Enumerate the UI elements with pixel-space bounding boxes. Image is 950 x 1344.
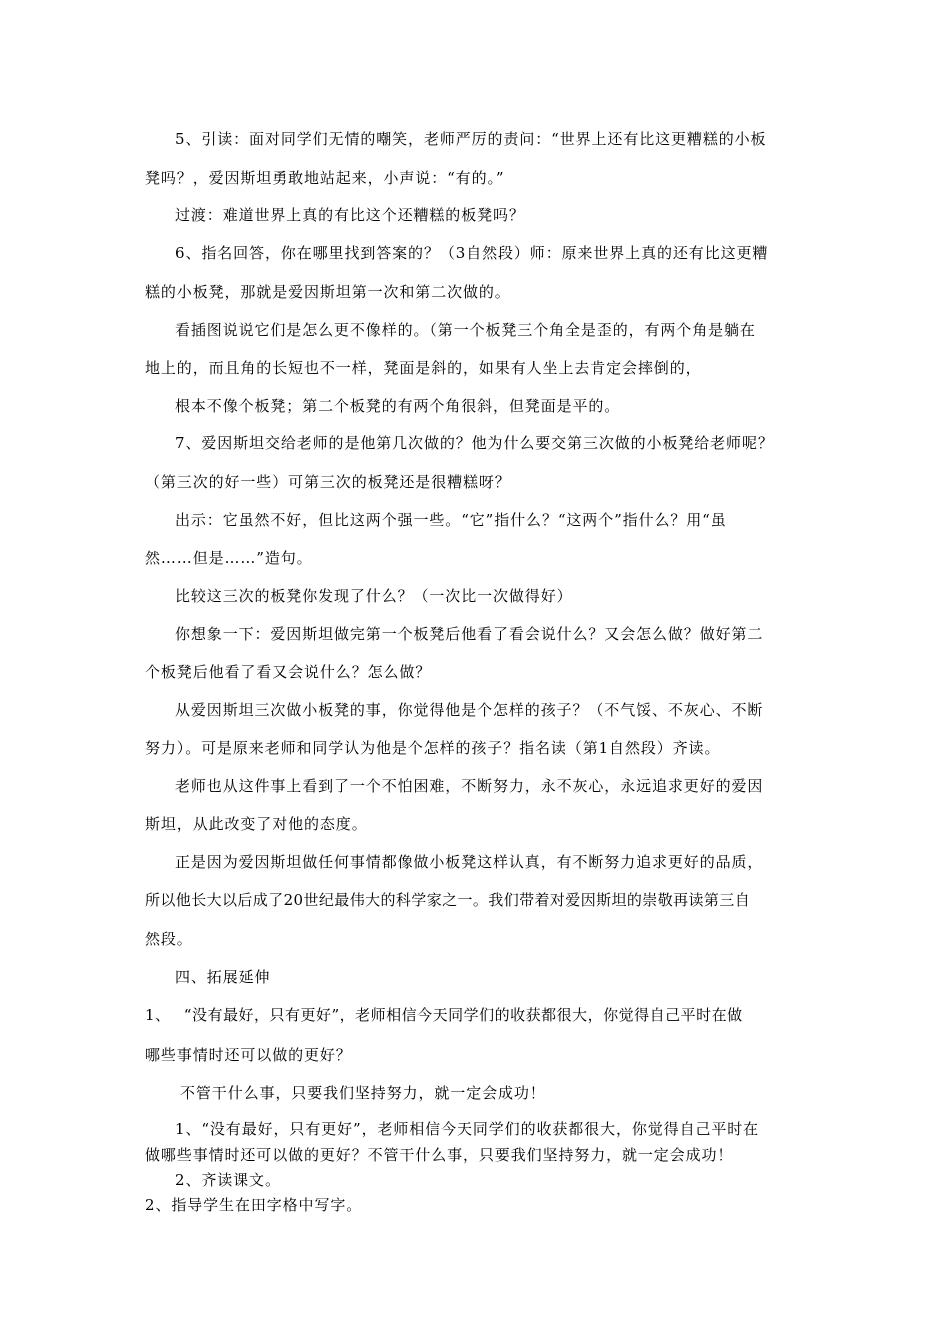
paragraph-line: 做哪些事情时还可以做的更好？不管干什么事，只要我们坚持努力，就一定会成功！ [145, 1146, 734, 1164]
paragraph-line: 1、 “没有最好，只有更好”，老师相信今天同学们的收获都很大，你觉得自己平时在做 [145, 1006, 743, 1024]
paragraph-line: 5、引读：面对同学们无情的嘲笑，老师严厉的责问：“世界上还有比这更糟糕的小板 [175, 130, 767, 148]
paragraph-line: 2、齐读课文。 [175, 1171, 281, 1189]
paragraph-line: 不管干什么事，只要我们坚持努力，就一定会成功！ [180, 1084, 546, 1102]
paragraph-line: 个板凳后他看了看又会说什么？怎么做？ [145, 663, 432, 681]
paragraph-line: 然段。 [145, 930, 193, 948]
paragraph-line: 你想象一下：爱因斯坦做完第一个板凳后他看了看会说什么？又会怎么做？做好第二 [175, 625, 764, 643]
paragraph-line: 出示：它虽然不好，但比这两个强一些。“它”指什么？“这两个”指什么？用“虽 [175, 511, 727, 529]
paragraph-line: 根本不像个板凳；第二个板凳的有两个角很斜，但凳面是平的。 [175, 397, 621, 415]
paragraph-line: 斯坦，从此改变了对他的态度。 [145, 815, 368, 833]
section-heading: 四、拓展延伸 [175, 968, 271, 986]
paragraph-line: 正是因为爱因斯坦做任何事情都像做小板凳这样认真，有不断努力追求更好的品质， [175, 853, 764, 871]
paragraph-line: 从爱因斯坦三次做小板凳的事，你觉得他是个怎样的孩子？（不气馁、不灰心、不断 [175, 701, 764, 719]
paragraph-line: 糕的小板凳，那就是爱因斯坦第一次和第二次做的。 [145, 283, 511, 301]
paragraph-line: 2、指导学生在田字格中写字。 [145, 1196, 363, 1214]
paragraph-line: 所以他长大以后成了20世纪最伟大的科学家之一。我们带着对爱因斯坦的崇敬再读第三自 [145, 891, 751, 909]
paragraph-line: 哪些事情时还可以做的更好？ [145, 1046, 352, 1064]
paragraph-line: 然……但是……”造句。 [145, 549, 313, 567]
paragraph-line: 7、爱因斯坦交给老师的是他第几次做的？他为什么要交第三次做的小板凳给老师呢？ [175, 434, 774, 452]
paragraph-line: 比较这三次的板凳你发现了什么？（一次比一次做得好） [175, 587, 573, 605]
paragraph-line: 过渡：难道世界上真的有比这个还糟糕的板凳吗？ [175, 206, 525, 224]
paragraph-line: 1、“没有最好，只有更好”，老师相信今天同学们的收获都很大，你觉得自己平时在 [175, 1120, 760, 1138]
paragraph-line: 地上的，而且角的长短也不一样，凳面是斜的，如果有人坐上去肯定会摔倒的， [145, 359, 702, 377]
paragraph-line: 努力）。可是原来老师和同学认为他是个怎样的孩子？指名读（第1自然段）齐读。 [145, 739, 721, 757]
paragraph-line: （第三次的好一些）可第三次的板凳还是很糟糕呀？ [145, 473, 511, 491]
paragraph-line: 看插图说说它们是怎么更不像样的。（第一个板凳三个角全是歪的，有两个角是躺在 [175, 321, 756, 339]
paragraph-line: 6、指名回答，你在哪里找到答案的？（3自然段）师：原来世界上真的还有比这更糟 [175, 244, 769, 262]
paragraph-line: 老师也从这件事上看到了一个不怕困难，不断努力，永不灰心，永远追求更好的爱因 [175, 777, 764, 795]
paragraph-line: 凳吗？，爱因斯坦勇敢地站起来，小声说：“有的。” [145, 169, 505, 187]
